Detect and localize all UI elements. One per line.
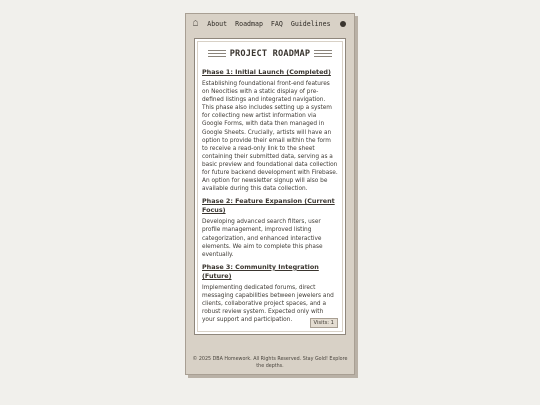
circle-icon[interactable]	[340, 21, 346, 27]
roadmap-card	[194, 38, 346, 335]
nav-link-roadmap[interactable]: Roadmap	[235, 19, 263, 28]
page-title: PROJECT ROADMAP	[229, 49, 311, 59]
phase-1-text: Establishing foundational front-end features on Neocities with a static display of pre-defined listings and integrated navigation. This phase also includes setting up a system for collecting new artist information via Google Forms, with data then managed in Google Sheets. Crucially, artists will have an option to provide their email within the form to receive a read-only link to the sheet containing their submitted data, serving as a basic preview and foundational data collection for future backend development with Firebase. An option for newsletter signup will also be available during this data collection.	[202, 81, 338, 193]
page-frame	[185, 13, 355, 375]
nav-link-faq[interactable]: FAQ	[270, 19, 283, 28]
footer-text: © 2025 DBA Homework. All Rights Reserved. Stay Gold! Explore the depths.	[192, 357, 348, 369]
phase-1-heading: Phase 1: Initial Launch (Completed)	[202, 68, 331, 76]
nav-link-about[interactable]: About	[207, 19, 228, 28]
decorative-bars-right	[314, 50, 332, 58]
top-nav	[186, 14, 354, 33]
decorative-bars-left	[208, 50, 226, 58]
phase-2-heading: Phase 2: Feature Expansion (Current Focus)	[202, 197, 335, 215]
phase-3-heading: Phase 3: Community Integration (Future)	[202, 262, 319, 280]
home-icon[interactable]: ☖	[193, 18, 198, 28]
phase-2-text: Developing advanced search filters, user profile management, improved listing categorization, and enhanced interactive elements. We aim to complete this phase eventually.	[202, 219, 323, 258]
nav-link-guidelines[interactable]: Guidelines	[290, 19, 331, 28]
phase-3-text: Implementing dedicated forums, direct messaging capabilities between jewelers and clients, collaborative project spaces, and a robust review system. Expected only with your support and participation.	[202, 284, 334, 324]
nav-links	[207, 20, 330, 28]
title-row	[202, 49, 338, 59]
visit-counter-badge: Visits: 1	[310, 318, 338, 328]
